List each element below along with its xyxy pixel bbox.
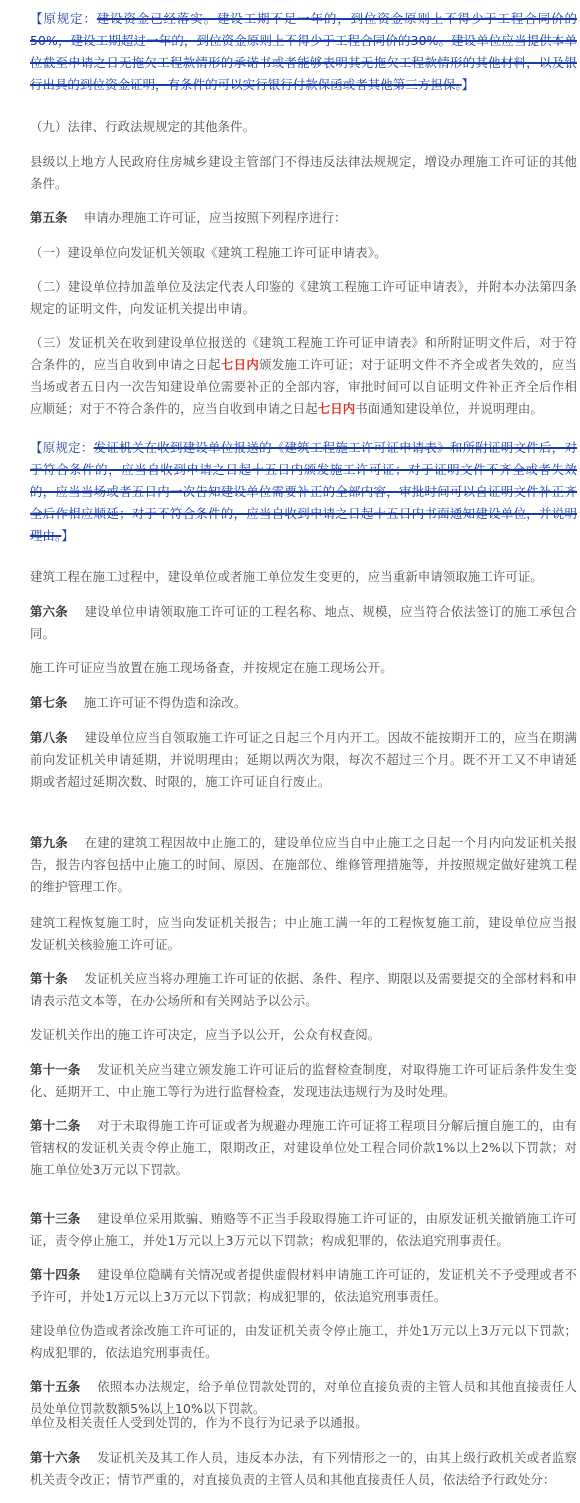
article-14	[30, 1264, 577, 1308]
original-provision-note	[30, 8, 577, 96]
text-run: 书面通知建设单位，并说明理由。	[355, 401, 543, 416]
article-text: 建设单位采用欺骗、贿赂等不正当手段取得施工许可证的，由原发证机关撤销施工许可证，责令停止施工，并处1万元以上3万元以下罚款；构成犯罪的，依法追究刑事责任。	[30, 1211, 577, 1248]
article-8	[30, 727, 577, 793]
article-10	[30, 968, 577, 1012]
article-text: 发证机关应当将办理施工许可证的依据、条件、程序、期限以及需要提交的全部材料和申请表示范文本等，在办公场所和有关网站予以公示。	[30, 971, 577, 1008]
article-text: 在建的建筑工程因故中止施工的，建设单位应当自中止施工之日起一个月内向发证机关报告，报告内容包括中止施工的时间、原因、在施部位、维修管理措施等，并按照规定做好建筑工程的维护管理工作。	[30, 835, 577, 894]
paragraph: 施工许可证应当放置在施工现场备查，并按规定在施工现场公开。	[30, 660, 393, 675]
article-text: 建设单位应当自领取施工许可证之日起三个月内开工。因故不能按期开工的，应当在期满前向发证机关申请延期，并说明理由；延期以两次为限，每次不超过三个月。既不开工又不申请延期或者超过延期次数、时限的，施工许可证自行废止。	[30, 730, 577, 789]
article-heading: 第十三条	[30, 1211, 81, 1226]
paragraph: 发证机关作出的施工许可决定，应当予以公开，公众有权查阅。	[30, 1027, 381, 1042]
paragraph: 单位及相关责任人受到处罚的，作为不良行为记录予以通报。	[30, 1415, 368, 1430]
paragraph: （二）建设单位持加盖单位及法定代表人印鉴的《建筑工程施工许可证申请表》，并附本办法第四条规定的证明文件，向发证机关提出申请。	[30, 279, 577, 316]
note-open: 【原规定：	[30, 11, 97, 26]
struck-text: 建设资金已经落实。建设工期不足一年的，到位资金原则上不得少于工程合同价的50%，建设工期超过一年的，到位资金原则上不得少于工程合同价的30%。建设单位应当提供本单位截至申请之日无拖欠工程款情形的承诺书或者能够表明其无拖欠工程款情形的其他材料，以及银行出具的到位资金证明，有条件的可以实行银行付款保函或者其他第三方担保。	[30, 11, 577, 92]
article-text: 施工许可证不得伪造和涂改。	[83, 695, 247, 710]
text-run: （三）发证机关在收到建设单位报送的《建筑工程施工许可证申请表》和所附证明文件后，对于符合条件的，应当自收到申请之日起	[30, 335, 577, 372]
article-text: 依照本办法规定，给予单位罚款处罚的，对单位直接负责的主管人员和其他直接责任人员处单位罚款数额5%以上10%以下罚款。	[30, 1379, 577, 1416]
article-heading: 第五条	[30, 210, 68, 225]
article-11	[30, 1059, 577, 1103]
paragraph: （九）法律、行政法规规定的其他条件。	[30, 119, 256, 134]
article-13	[30, 1208, 577, 1252]
note-close: 】	[461, 77, 475, 92]
article-9	[30, 832, 577, 898]
article-text: 申请办理施工许可证，应当按照下列程序进行：	[83, 210, 347, 225]
article-heading: 第七条	[30, 695, 68, 710]
article-12	[30, 1115, 577, 1181]
note-open: 【原规定：	[30, 440, 94, 455]
paragraph: （一）建设单位向发证机关领取《建筑工程施工许可证申请表》。	[30, 245, 387, 260]
article-5	[30, 207, 577, 229]
article-heading: 第十五条	[30, 1379, 81, 1394]
original-provision-note	[30, 437, 577, 547]
paragraph	[30, 332, 577, 420]
article-text: 建设单位申请领取施工许可证的工程名称、地点、规模，应当符合依法签订的施工承包合同。	[30, 604, 577, 641]
article-6	[30, 601, 577, 645]
article-text: 发证机关及其工作人员，违反本办法，有下列情形之一的，由其上级行政机关或者监察机关责令改正；情节严重的，对直接负责的主管人员和其他直接责任人员，依法给予行政处分：	[30, 1450, 577, 1487]
article-heading: 第十二条	[30, 1118, 81, 1133]
paragraph: 建筑工程在施工过程中，建设单位或者施工单位发生变更的，应当重新申请领取施工许可证。	[30, 569, 543, 584]
article-heading: 第十一条	[30, 1062, 81, 1077]
article-heading: 第十条	[30, 971, 68, 986]
text-run: 颁发施工许可证；对于证明文件不齐全或者失效的，应当当场或者五日内一次告知建设单位需要补正的全部内容，审批时间可以自证明文件补正齐全后作相应顺延；对于不符合条件的，应当自收到申请之日起	[30, 357, 577, 416]
article-text: 发证机关应当建立颁发施工许可证后的监督检查制度，对取得施工许可证后条件发生变化、延期开工、中止施工等行为进行监督检查，发现违法违规行为及时处理。	[30, 1062, 577, 1099]
article-text: 建设单位隐瞒有关情况或者提供虚假材料申请施工许可证的，发证机关不予受理或者不予许可，并处1万元以上3万元以下罚款；构成犯罪的，依法追究刑事责任。	[30, 1267, 577, 1304]
article-heading: 第十四条	[30, 1267, 81, 1282]
paragraph: 县级以上地方人民政府住房城乡建设主管部门不得违反法律法规规定，增设办理施工许可证的其他条件。	[30, 154, 577, 191]
article-16	[30, 1447, 577, 1491]
article-7	[30, 692, 577, 714]
article-heading: 第六条	[30, 604, 68, 619]
article-heading: 第八条	[30, 730, 68, 745]
struck-text: 发证机关在收到建设单位报送的《建筑工程施工许可证申请表》和所附证明文件后，对于符合条件的，应当自收到申请之日起十五日内颁发施工许可证；对于证明文件不齐全或者失效的，应当当场或者五日内一次告知建设单位需要补正的全部内容，审批时间可以自证明文件补正齐全后作相应顺延；对于不符合条件的，应当自收到申请之日起十五日内书面通知建设单位，并说明理由。	[30, 440, 577, 543]
article-heading: 第十六条	[30, 1450, 81, 1465]
article-heading: 第九条	[30, 835, 68, 850]
paragraph: 建设单位伪造或者涂改施工许可证的，由发证机关责令停止施工，并处1万元以上3万元以下罚款；构成犯罪的，依法追究刑事责任。	[30, 1323, 577, 1360]
paragraph: 建筑工程恢复施工时，应当向发证机关报告；中止施工满一年的工程恢复施工前，建设单位应当报发证机关核验施工许可证。	[30, 915, 577, 952]
note-close: 】	[61, 528, 74, 543]
highlight-seven-days: 七日内	[220, 357, 260, 372]
highlight-seven-days: 七日内	[317, 401, 356, 416]
article-text: 对于未取得施工许可证或者为规避办理施工许可证将工程项目分解后擅自施工的，由有管辖权的发证机关责令停止施工，限期改正，对建设单位处工程合同价款1%以上2%以下罚款；对施工单位处3万元以下罚款。	[30, 1118, 577, 1177]
